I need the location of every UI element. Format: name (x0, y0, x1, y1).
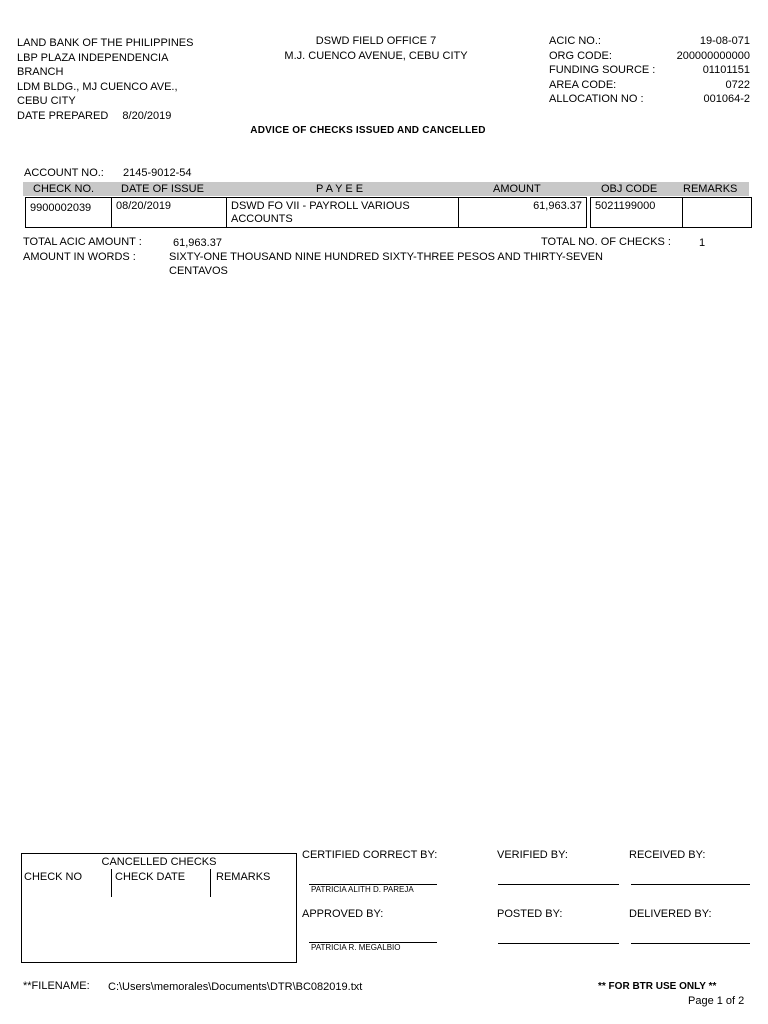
bank-line: LAND BANK OF THE PHILIPPINES (17, 37, 194, 49)
acic-labels (549, 34, 655, 107)
cell-date: 08/20/2019 (111, 197, 227, 228)
cell-amount: 61,963.37 (458, 197, 587, 228)
signature-line (631, 943, 750, 944)
approved-label: APPROVED BY: (302, 908, 384, 920)
signature-line (631, 884, 750, 885)
amount-in-words-line: CENTAVOS (169, 265, 228, 277)
cancelled-col-check-date: CHECK DATE (115, 871, 186, 883)
approved-name: PATRICIA R. MEGALBIO (311, 943, 401, 952)
page-number: Page 1 of 2 (688, 995, 745, 1007)
btr-use-note: ** FOR BTR USE ONLY ** (598, 981, 717, 992)
amount-in-words-line: SIXTY-ONE THOUSAND NINE HUNDRED SIXTY-THREE PESOS AND THIRTY-SEVEN (169, 251, 603, 263)
document-title: ADVICE OF CHECKS ISSUED AND CANCELLED (250, 125, 486, 136)
signature-line (498, 943, 619, 944)
header-amount: AMOUNT (493, 183, 541, 195)
office-address: M.J. CUENCO AVENUE, CEBU CITY (284, 49, 468, 62)
cancelled-col-remarks: REMARKS (216, 871, 271, 883)
office-header (262, 34, 490, 63)
acic-label: ALLOCATION NO : (549, 93, 644, 105)
certified-name: PATRICIA ALITH D. PAREJA (311, 885, 414, 894)
header-date-of-issue: DATE OF ISSUE (121, 183, 204, 195)
total-acic-label: TOTAL ACIC AMOUNT : (23, 236, 142, 248)
acic-label: AREA CODE: (549, 78, 617, 91)
header-check-no: CHECK NO. (33, 183, 95, 195)
acic-label: ACIC NO.: (549, 35, 601, 47)
cell-check-no: 9900002039 (25, 197, 112, 228)
header-payee: P A Y E E (316, 183, 364, 195)
date-prepared-value: 8/20/2019 (122, 109, 172, 122)
cell-remarks (682, 197, 752, 228)
acic-value: 0722 (725, 78, 750, 91)
checks-table-header (23, 182, 749, 196)
bank-line: BRANCH (17, 66, 64, 78)
acic-value: 01101151 (702, 64, 750, 76)
bank-line: CEBU CITY (17, 95, 76, 107)
total-checks-value: 1 (699, 237, 706, 249)
bank-line: LDM BLDG., MJ CUENCO AVE., (17, 80, 178, 93)
acic-value: 001064-2 (703, 93, 750, 105)
acic-value: 200000000000 (676, 49, 750, 62)
column-divider (210, 869, 211, 897)
acic-label: ORG CODE: (549, 49, 612, 62)
bank-address (17, 36, 193, 123)
posted-label: POSTED BY: (497, 908, 563, 920)
certified-label: CERTIFIED CORRECT BY: (302, 849, 438, 861)
acic-value: 19-08-071 (699, 35, 750, 47)
received-label: RECEIVED BY: (629, 849, 706, 861)
cancelled-col-check-no: CHECK NO (24, 871, 83, 883)
payee-line: DSWD FO VII - PAYROLL VARIOUS (231, 200, 410, 212)
amount-in-words-label: AMOUNT IN WORDS : (23, 251, 136, 263)
acic-values (650, 34, 750, 107)
total-acic-value: 61,963.37 (173, 237, 222, 249)
date-prepared-label: DATE PREPARED (17, 109, 109, 122)
date-prepared (17, 109, 193, 124)
account-value: 2145-9012-54 (123, 167, 192, 179)
filename-label: **FILENAME: (23, 980, 90, 992)
payee-line: ACCOUNTS (231, 213, 293, 225)
filename-value: C:\Users\memorales\Documents\DTR\BC082019.txt (108, 981, 363, 993)
cell-obj-code: 5021199000 (590, 197, 683, 228)
delivered-label: DELIVERED BY: (629, 908, 712, 920)
verified-label: VERIFIED BY: (497, 849, 568, 861)
header-obj-code: OBJ CODE (601, 183, 658, 195)
header-remarks: REMARKS (683, 183, 738, 195)
cell-payee (226, 197, 459, 228)
total-checks-label: TOTAL NO. OF CHECKS : (541, 236, 671, 248)
column-divider (111, 869, 112, 897)
account-label: ACCOUNT NO.: (24, 167, 104, 179)
cancelled-checks-box (21, 853, 297, 963)
office-name: DSWD FIELD OFFICE 7 (315, 35, 437, 47)
cancelled-checks-title: CANCELLED CHECKS (101, 856, 217, 868)
signature-line (498, 884, 619, 885)
acic-label: FUNDING SOURCE : (549, 64, 656, 76)
bank-line: LBP PLAZA INDEPENDENCIA (17, 51, 169, 64)
